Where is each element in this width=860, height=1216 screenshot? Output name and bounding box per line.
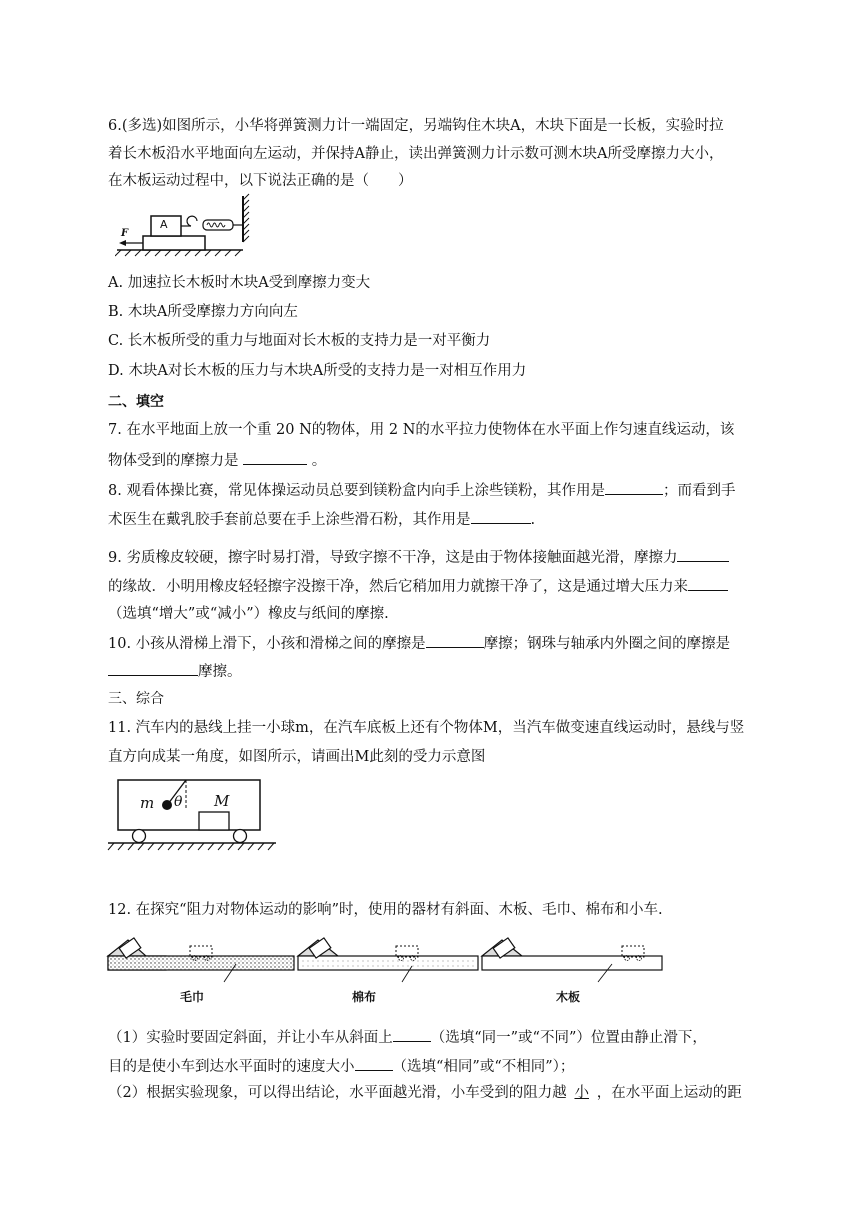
q12-answer-blank-2[interactable]	[355, 1055, 393, 1071]
section-heading-fill-blank: 二、填空	[108, 394, 164, 410]
label-wood-board: 木板	[556, 990, 581, 1004]
q12-sub2-text-b: ，在水平面上运动的距	[596, 1085, 742, 1101]
q12-sub1-text-d: （选填“相同”或“不相同”）；	[392, 1059, 575, 1075]
q8-line-1	[108, 479, 735, 501]
q6-option-b: B. 木块A所受摩擦力方向向左	[108, 304, 298, 320]
q8-line-2	[108, 508, 535, 530]
q11-line-2: 直方向成某一角度，如图所示，请画出M此刻的受力示意图	[108, 749, 486, 765]
q6-line-1: 6.(多选)如图所示，小华将弹簧测力计一端固定，另端钩住木块A，木块下面是一长板，实验时拉	[108, 118, 724, 134]
q9-line-1	[108, 546, 729, 568]
q8-text-b: ；而看到手	[662, 483, 736, 499]
q8-text-a: 8. 观看体操比赛，常见体操运动员总要到镁粉盒内向手上涂些镁粉，其作用是	[108, 483, 605, 499]
q9-line-2	[108, 575, 728, 597]
q12-sub2-text-a: （2）根据实验现象，可以得出结论，水平面越光滑，小车受到的阻力越	[108, 1085, 567, 1101]
section-heading-comprehensive: 三、综合	[108, 691, 164, 707]
label-cotton-cloth: 棉布	[352, 990, 377, 1004]
q12-sub1-text-c: 目的是使小车到达水平面时的速度大小	[108, 1059, 355, 1075]
q10-text-c: 摩擦。	[198, 664, 242, 680]
q12-sub1-text-a: （1）实验时要固定斜面，并让小车从斜面上	[108, 1030, 393, 1046]
q12-figure-ramps	[106, 934, 666, 1014]
q12-sub1-text-b: （选填“同一”或“不同”）位置由静止滑下，	[430, 1030, 707, 1046]
q7-line-1: 7. 在水平地面上放一个重 20 N的物体，用 2 N的水平拉力使物体在水平面上作匀速直线运动，该	[108, 422, 735, 438]
q6-line-2: 着长木板沿水平地面向左运动，并保持A静止，读出弹簧测力计示数可测木块A所受摩擦力大小，	[108, 146, 724, 162]
force-f-label: F	[121, 228, 129, 239]
q8-text-d: .	[530, 512, 536, 528]
q10-line-1	[108, 632, 730, 654]
q8-text-c: 术医生在戴乳胶手套前总要在手上涂些滑石粉，其作用是	[108, 512, 471, 528]
q7-line-2	[108, 449, 326, 471]
q10-line-2	[108, 660, 242, 682]
q9-answer-blank-1[interactable]	[677, 546, 729, 562]
q12-sub1-line-2	[108, 1055, 574, 1077]
q8-answer-blank-2[interactable]	[471, 508, 531, 524]
q10-text-a: 10. 小孩从滑梯上滑下，小孩和滑梯之间的摩擦是	[108, 636, 426, 652]
q6-line-3: 在木板运动过程中，以下说法正确的是（ ）	[108, 173, 413, 189]
q7-answer-blank[interactable]	[243, 449, 307, 465]
q11-figure-car	[106, 776, 282, 858]
q12-sub2-answer: 小	[574, 1085, 589, 1101]
ball-m-label: m	[140, 794, 155, 812]
label-towel: 毛巾	[180, 990, 205, 1004]
q6-option-c: C. 长木板所受的重力与地面对长木板的支持力是一对平衡力	[108, 333, 491, 349]
block-a-label: A	[160, 218, 168, 231]
q6-figure-spring-scale	[115, 192, 255, 258]
box-m-label: M	[214, 792, 230, 810]
q11-line-1: 11. 汽车内的悬线上挂一小球m，在汽车底板上还有个物体M，当汽车做变速直线运动时，悬线与竖	[108, 720, 745, 736]
q10-text-b: 摩擦；钢珠与轴承内外圈之间的摩擦是	[483, 636, 731, 652]
q6-option-d: D. 木块A对长木板的压力与木块A所受的支持力是一对相互作用力	[108, 363, 527, 379]
q12-line-1: 12. 在探究“阻力对物体运动的影响”时，使用的器材有斜面、木板、毛巾、棉布和小车.	[108, 902, 663, 918]
theta-label: θ	[174, 794, 183, 810]
q6-option-a: A. 加速拉长木板时木块A受到摩擦力变大	[108, 275, 371, 291]
q7-text-b: 。	[307, 453, 327, 469]
q9-text-a: 9. 劣质橡皮较硬，擦字时易打滑，导致字擦不干净，这是由于物体接触面越光滑，摩擦力	[108, 550, 678, 566]
q12-sub2-line	[108, 1083, 742, 1103]
q9-answer-blank-2[interactable]	[688, 575, 728, 591]
q8-answer-blank-1[interactable]	[605, 479, 663, 495]
q9-text-b: 的缘故．小明用橡皮轻轻擦字没擦干净，然后它稍加用力就擦干净了，这是通过增大压力来	[108, 579, 688, 595]
q12-sub1-line-1	[108, 1026, 707, 1048]
q10-answer-blank-1[interactable]	[426, 632, 484, 648]
q9-line-3: （选填“增大”或“减小”）橡皮与纸间的摩擦.	[108, 606, 389, 622]
q12-answer-blank-1[interactable]	[393, 1026, 431, 1042]
q7-text-a: 物体受到的摩擦力是	[108, 453, 244, 469]
q10-answer-blank-2[interactable]	[108, 660, 198, 676]
